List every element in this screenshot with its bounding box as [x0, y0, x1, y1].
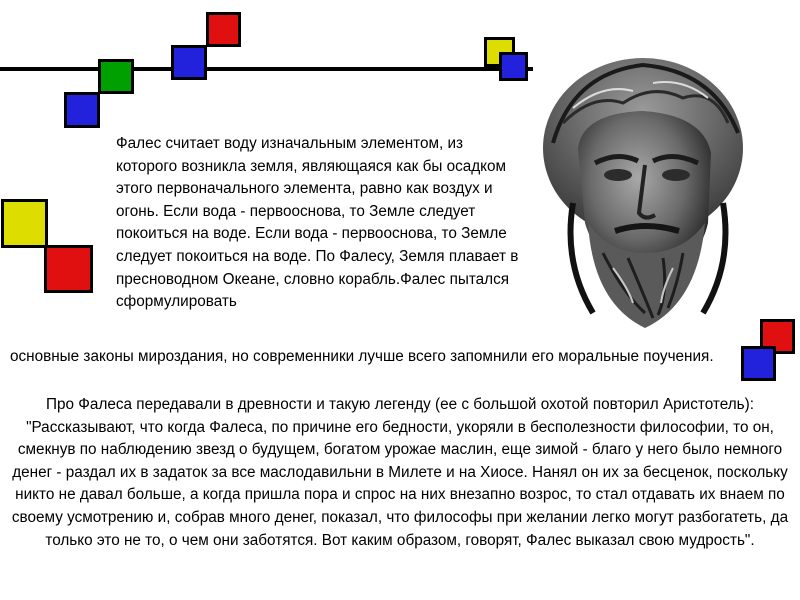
blue-square [499, 52, 528, 81]
intro-paragraph: Фалес считает воду изначальным элементом, из которого возникла земля, являющаяся как бы осадком этого первоначального элемента, равно как воздух и огонь. Если вода - первооснова, то Земле следует покоиться на воде. Если вода - первооснова, то Земле следует покоиться на воде. По Фалесу, Земля плавает в пресноводном Океане, словно корабль.Фалес пытался сформулировать [116, 135, 519, 311]
aristotle-bust-image [533, 53, 761, 345]
horizontal-rule [0, 67, 540, 71]
legend-paragraph: Про Фалеса передавали в древности и такую легенду (ее с большой охотой повторил Аристотель): "Рассказывают, что когда Фалеса, по причине его бедности, укоряли в бесполезности философии, то он, смекнув по наблюдению звезд о будущем, богатом урожае маслин, еще зимой - благо у него было немного денег - раздал их в задаток за все маслодавильни в Милете и на Хиосе. Нанял он их за бесценок, поскольку никто не давал больше, а когда пришла пора и спрос на них внезапно возрос, то стал отдавать их внаем по своему усмотрению и, собрав много денег, показал, что философы при желании легко могут разбогатеть, да только это не то, о чем они заботятся. Вот каким образом, говорят, Фалес выказал свою мудрость". [11, 396, 789, 549]
red-square [44, 245, 93, 293]
blue-square [171, 45, 207, 80]
continuation-paragraph: основные законы мироздания, но современники лучше всего запомнили его моральные поучения. [10, 348, 714, 365]
green-square [98, 59, 134, 94]
yellow-square [1, 199, 48, 248]
red-square [206, 12, 241, 47]
bust-icon [533, 53, 761, 345]
blue-square [64, 92, 100, 128]
